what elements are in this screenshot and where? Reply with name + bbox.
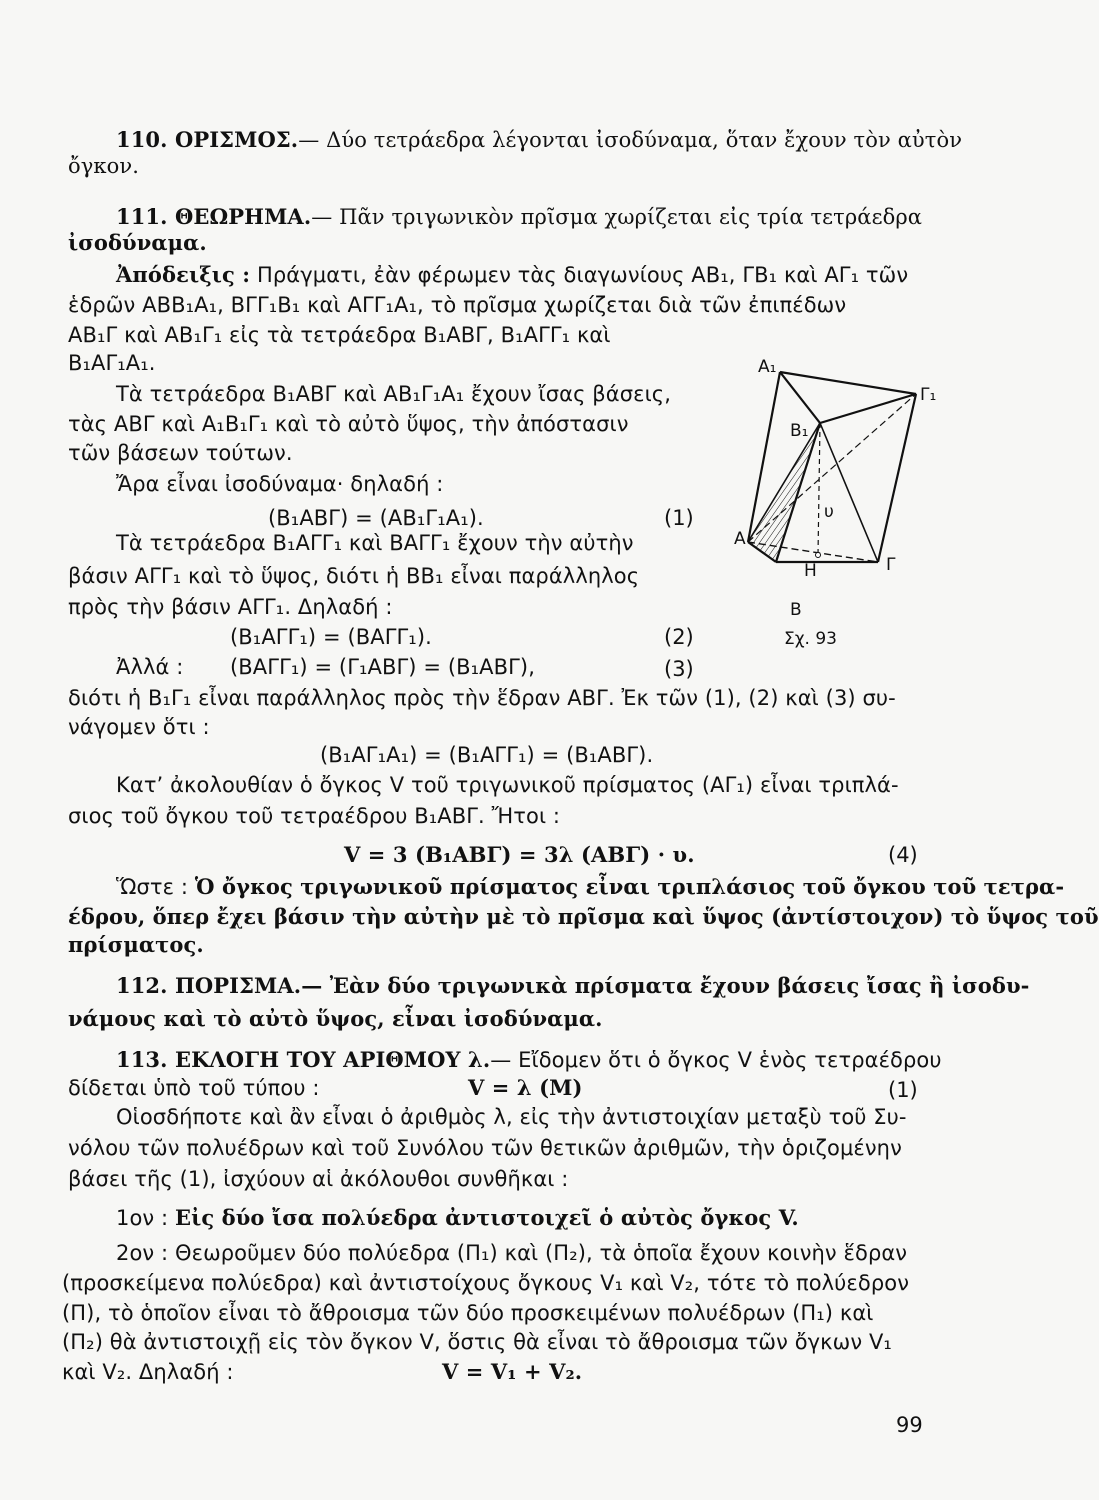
hatched-face [748, 423, 820, 562]
equation-4: (Β₁ΑΓ₁Α₁) = (Β₁ΑΓΓ₁) = (Β₁ΑΒΓ). [320, 743, 654, 767]
section-113-line4: νόλου τῶν πολυέδρων καὶ τοῦ Συνόλου τῶν θετικῶν ἀριθμῶν, τὴν ὁριζομένην [68, 1136, 902, 1160]
section-113-line8: (Π), τὸ ὁποῖον εἶναι τὸ ἄθροισμα τῶν δύο προσκειμένων πολυέδρων (Π₁) καὶ [62, 1301, 874, 1325]
label-H: Η [804, 561, 817, 581]
formula-1: V = λ (Μ) [468, 1075, 583, 1100]
proof-lead: Ἀπόδειξις : [116, 262, 251, 287]
equation-5-number: (4) [888, 843, 918, 867]
property-2-text: Θεωροῦμεν δύο πολύεδρα (Π₁) καὶ (Π₂), τὰ ὁποῖα ἔχουν κοινὴν ἕδραν [174, 1241, 908, 1265]
diagonal-GB1 [820, 423, 878, 562]
section-112-line1 [116, 973, 1029, 999]
label-G: Γ [886, 555, 896, 575]
formula-1-number: (1) [888, 1078, 918, 1102]
conclusion-text: Ὁ ὄγκος τριγωνικοῦ πρίσματος εἶναι τριπλάσιος τοῦ ὄγκου τοῦ τετρα- [194, 874, 1065, 899]
proof-line17 [116, 874, 1064, 900]
top-face-edges [780, 372, 916, 423]
edge-GG1 [878, 394, 916, 562]
proof-l1: Πράγματι, ἐὰν φέρωμεν τὰς διαγωνίους ΑΒ₁, ΓΒ₁ καὶ ΑΓ₁ τῶν [256, 263, 909, 287]
proof-line2: ἑδρῶν ΑΒΒ₁Α₁, ΒΓΓ₁Β₁ καὶ ΑΓΓ₁Α₁, τὸ πρῖσμα χωρίζεται διὰ τῶν ἐπιπέδων [68, 293, 847, 317]
label-B1: Β₁ [790, 421, 809, 441]
proof-line10: βάσιν ΑΓΓ₁ καὶ τὸ ὕψος, διότι ἡ ΒΒ₁ εἶναι παράλληλος [68, 564, 640, 588]
proof-line11: πρὸς τὴν βάσιν ΑΓΓ₁. Δηλαδή : [68, 595, 393, 619]
equation-1-number: (1) [664, 506, 694, 530]
proof-line9: Τὰ τετράεδρα Β₁ΑΓΓ₁ καὶ ΒΑΓΓ₁ ἔχουν τὴν αὐτὴν [116, 531, 634, 555]
equation-2: (Β₁ΑΓΓ₁) = (ΒΑΓΓ₁). [230, 625, 432, 649]
equation-3-number: (3) [664, 657, 694, 681]
section-111-line1 [116, 204, 922, 230]
proof-line16: σιος τοῦ ὄγκου τοῦ τετραέδρου Β₁ΑΒΓ. Ἤτοι : [68, 804, 561, 828]
property-1-lead: 1ον : [116, 1206, 169, 1230]
section-113-line7: (προσκείμενα πολύεδρα) καὶ ἀντιστοίχους ὄγκους V₁ καὶ V₂, τότε τὸ πολύεδρον [62, 1271, 910, 1295]
section-113-line9: (Π₂) θὰ ἀντιστοιχῇ εἰς τὸν ὄγκον V, ὅστις θὰ εἶναι τὸ ἄθροισμα τῶν ὄγκων V₁ [62, 1330, 892, 1354]
proof-line7: τῶν βάσεων τούτων. [68, 441, 293, 465]
section-111-text1: — Πᾶν τριγωνικὸν πρῖσμα χωρίζεται εἰς τρία τετράεδρα [311, 205, 923, 229]
section-111-line2: ἰσοδύναμα. [68, 230, 207, 255]
formula-2: V = V₁ + V₂. [442, 1359, 583, 1384]
label-G1: Γ₁ [920, 385, 937, 405]
section-112-line2: νάμους καὶ τὸ αὐτὸ ὕψος, εἶναι ἰσοδύναμα. [68, 1006, 603, 1031]
figure-caption: Σχ. 93 [784, 629, 838, 649]
section-110-line1 [116, 127, 962, 153]
proof-line15: Κατ’ ἀκολουθίαν ὁ ὄγκος V τοῦ τριγωνικοῦ πρίσματος (ΑΓ₁) εἶναι τριπλά- [116, 773, 899, 797]
page-number: 99 [896, 1413, 923, 1437]
proof-line12-lead: Ἀλλά : [116, 655, 184, 679]
section-113-line5: βάσει τῆς (1), ἰσχύουν αἱ ἀκόλουθοι συνθῆκαι : [68, 1167, 569, 1191]
label-A1: Α₁ [758, 357, 777, 377]
property-1-text: Εἰς δύο ἴσα πολύεδρα ἀντιστοιχεῖ ὁ αὐτὸς ὄγκος V. [174, 1205, 799, 1230]
proof-line4: Β₁ΑΓ₁Α₁. [68, 351, 156, 375]
section-110-heading: 110. ΟΡΙΣΜΟΣ. [116, 127, 299, 152]
section-110-text1: — Δύο τετράεδρα λέγονται ἰσοδύναμα, ὅταν ἔχουν τὸν αὐτὸν [298, 128, 963, 152]
section-112-text1: — Ἐὰν δύο τριγωνικὰ πρίσματα ἔχουν βάσεις ἴσας ἢ ἰσοδυ- [301, 973, 1030, 998]
proof-line13: διότι ἡ Β₁Γ₁ εἶναι παράλληλος πρὸς τὴν ἕδραν ΑΒΓ. Ἐκ τῶν (1), (2) καὶ (3) συ- [68, 686, 896, 710]
proof-line3: ΑΒ₁Γ καὶ ΑΒ₁Γ₁ εἰς τὰ τετράεδρα Β₁ΑΒΓ, Β₁ΑΓΓ₁ καὶ [68, 323, 611, 347]
proof-line6: τὰς ΑΒΓ καὶ Α₁Β₁Γ₁ καὶ τὸ αὐτὸ ὕψος, τὴν ἀπόστασιν [68, 412, 629, 436]
proof-line1 [116, 262, 908, 288]
proof-line14: νάγομεν ὅτι : [68, 715, 210, 739]
conclusion-lead: Ὥστε : [116, 875, 189, 899]
section-112-heading: 112. ΠΟΡΙΣΜΑ. [116, 973, 302, 998]
proof-line5: Τὰ τετράεδρα Β₁ΑΒΓ καὶ ΑΒ₁Γ₁Α₁ ἔχουν ἴσας βάσεις, [116, 382, 672, 406]
height-line [818, 423, 820, 555]
label-B: Β [790, 600, 802, 620]
proof-line19: πρίσματος. [68, 932, 204, 957]
property-2 [116, 1240, 907, 1266]
section-113-line10: καὶ V₂. Δηλαδή : [62, 1360, 234, 1384]
equation-2-number: (2) [664, 625, 694, 649]
prism-diagram [728, 352, 944, 652]
section-113-line1 [116, 1047, 942, 1073]
property-2-lead: 2ον : [116, 1241, 169, 1265]
equation-3: (ΒΑΓΓ₁) = (Γ₁ΑΒΓ) = (Β₁ΑΒΓ), [230, 655, 536, 679]
section-111-heading: 111. ΘΕΩΡΗΜΑ. [116, 204, 312, 229]
proof-line18: έδρου, ὅπερ ἔχει βάσιν τὴν αὐτὴν μὲ τὸ πρῖσμα καὶ ὕψος (ἀντίστοιχον) τὸ ὕψος τοῦ [68, 904, 1099, 929]
label-u: υ [824, 502, 834, 522]
section-113-line2: δίδεται ὑπὸ τοῦ τύπου : [68, 1076, 320, 1100]
property-1 [116, 1205, 799, 1231]
foot-H [816, 553, 821, 558]
section-110-line2: ὄγκον. [68, 154, 140, 178]
proof-line8: Ἄρα εἶναι ἰσοδύναμα· δηλαδή : [116, 472, 444, 496]
figure-93-prism [728, 352, 944, 652]
section-113-text1: — Εἴδομεν ὅτι ὁ ὄγκος V ἑνὸς τετραέδρου [490, 1048, 942, 1072]
section-113-line3: Οἱοσδήποτε καὶ ἂν εἶναι ὁ ἀριθμὸς λ, εἰς τὴν ἀντιστοιχίαν μεταξὺ τοῦ Συ- [116, 1105, 907, 1129]
section-113-heading: 113. ΕΚΛΟΓΗ ΤΟΥ ΑΡΙΘΜΟΥ λ. [116, 1047, 491, 1072]
label-A: Α [734, 529, 746, 549]
equation-1: (Β₁ΑΒΓ) = (ΑΒ₁Γ₁Α₁). [268, 506, 484, 530]
equation-5: V = 3 (Β₁ΑΒΓ) = 3λ (ΑΒΓ) · υ. [344, 842, 695, 867]
